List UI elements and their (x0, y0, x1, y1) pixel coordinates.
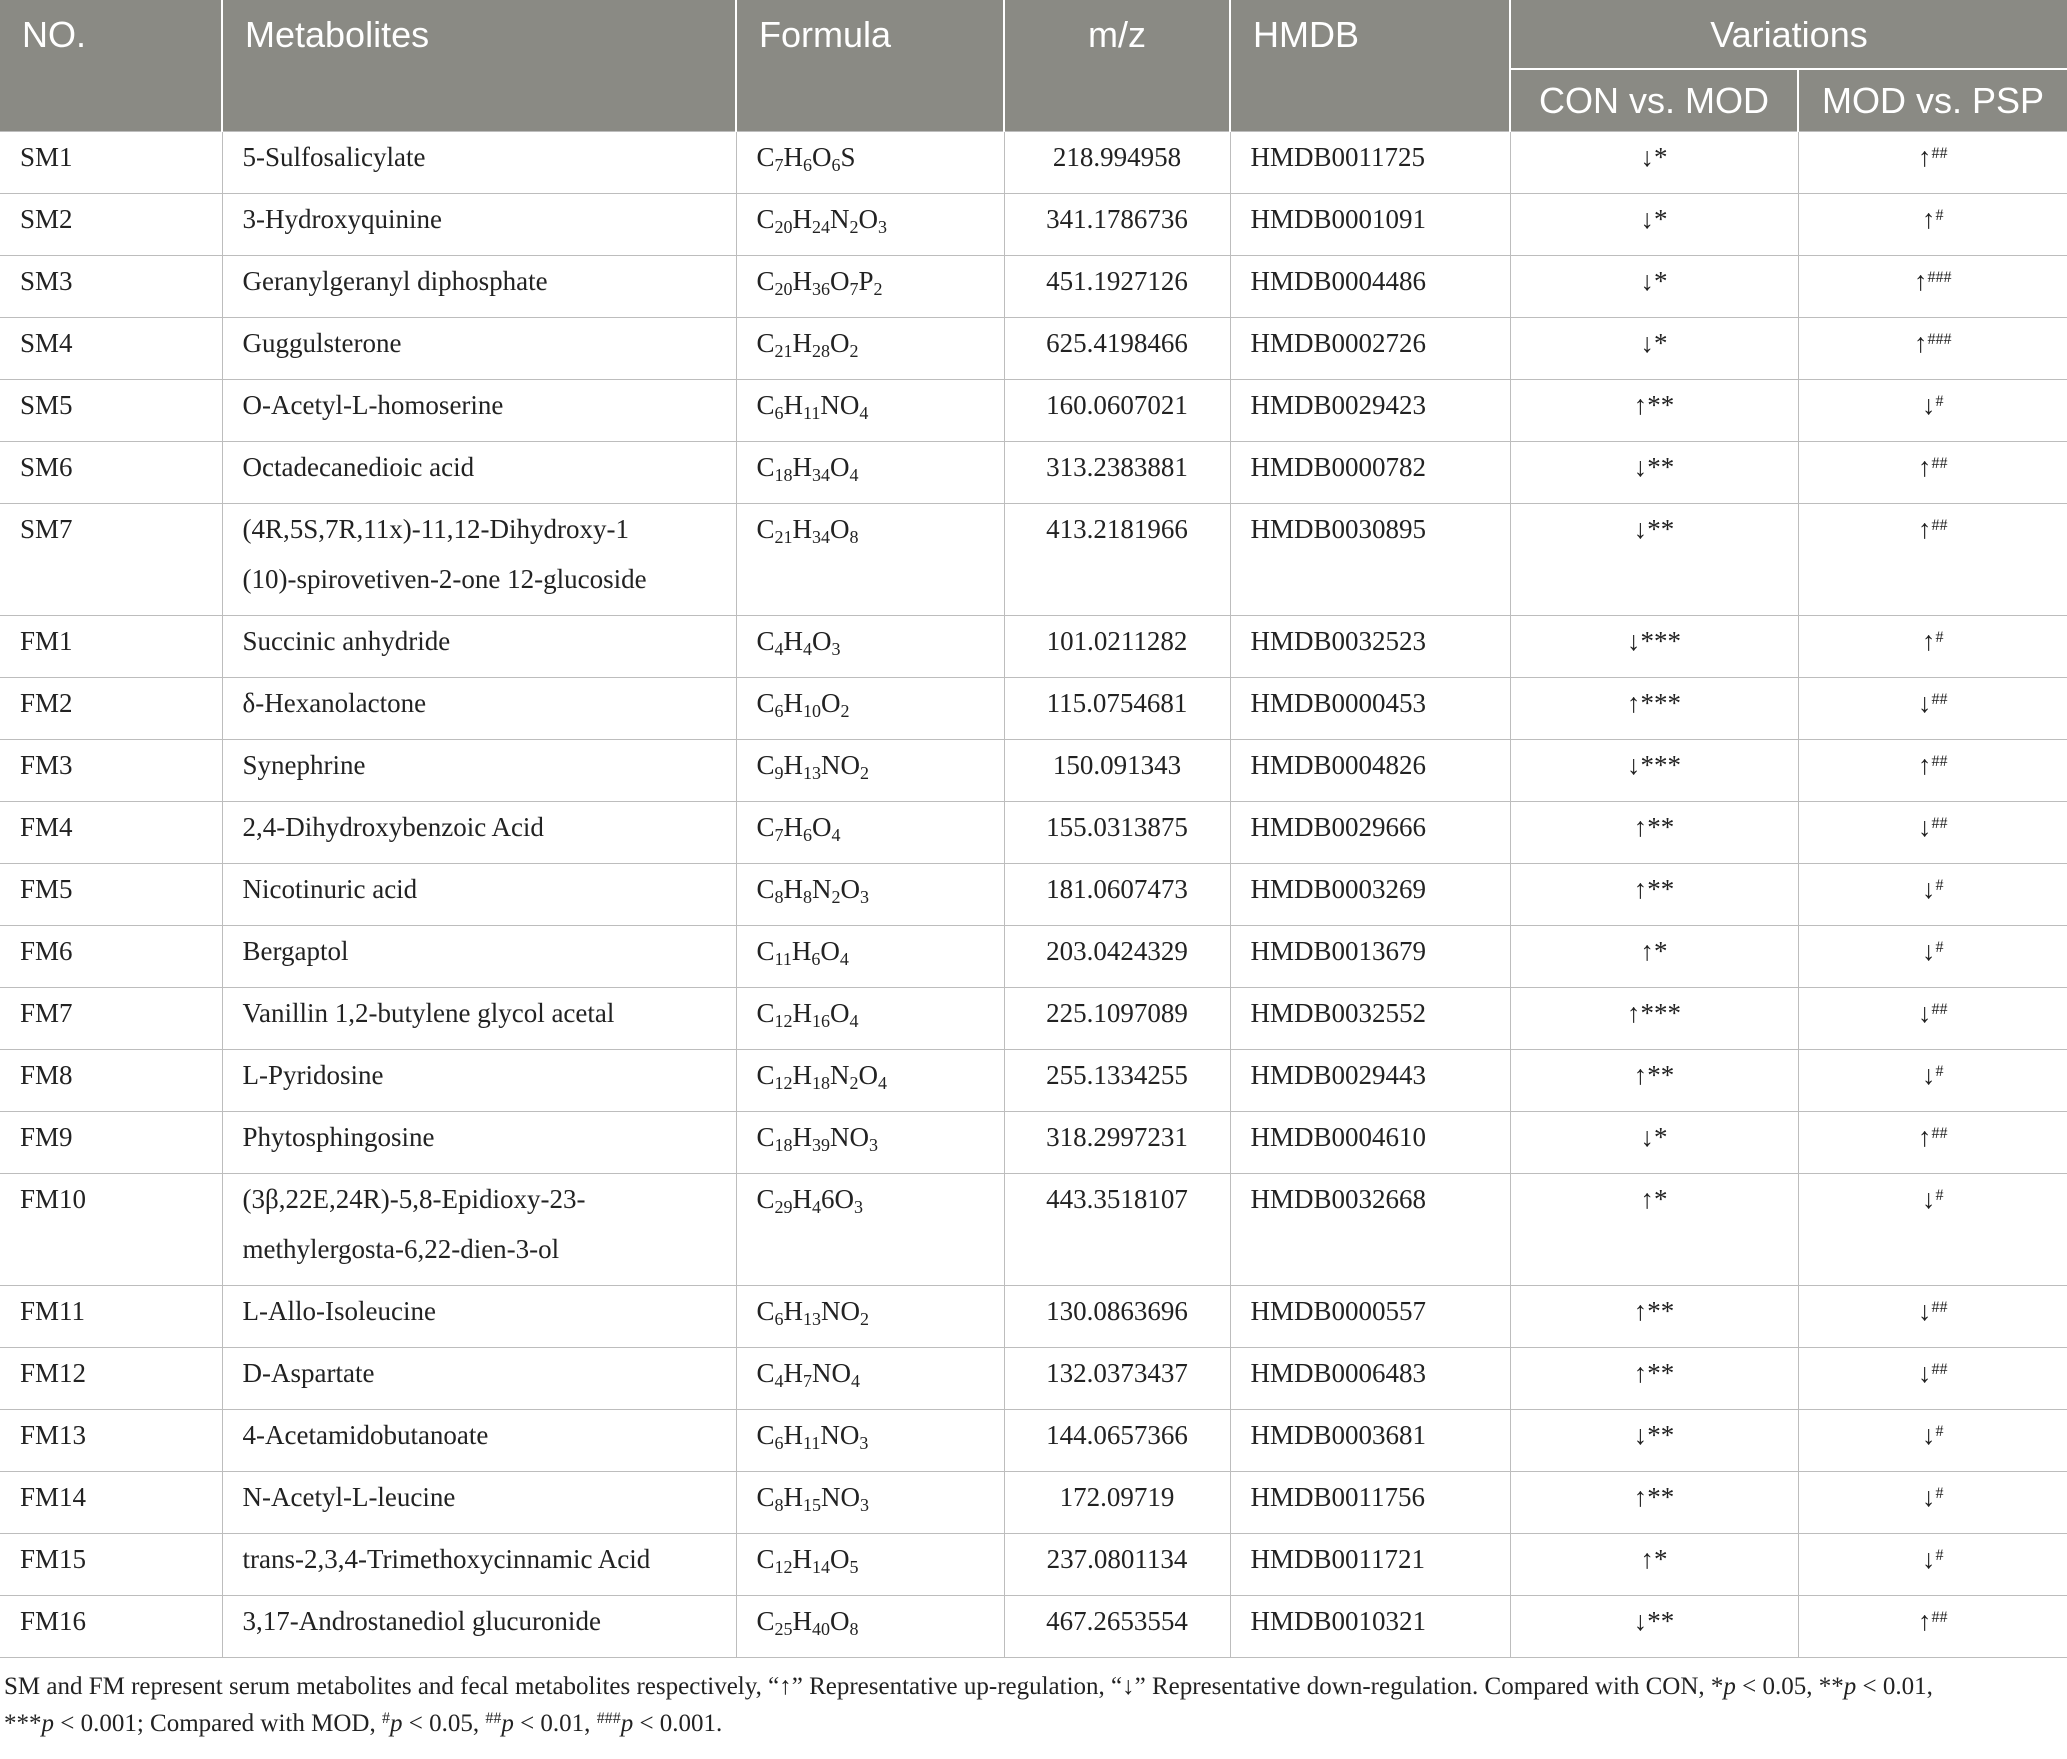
cell-formula: $C_{18}H_{34}O_4$ (736, 442, 1004, 504)
cell-formula: $C_{25}H_{40}O_8$ (736, 1596, 1004, 1658)
cell-metabolite (222, 132, 736, 194)
table-row (0, 678, 2067, 740)
cell-metabolite (222, 1534, 736, 1596)
cell-no: FM11 (0, 1286, 222, 1348)
cell-formula: $C_8H_8N_2O_3$ (736, 864, 1004, 926)
table-row (0, 1348, 2067, 1410)
table-row (0, 132, 2067, 194)
metabolite-name: 2,4-Dihydroxybenzoic Acid (242, 812, 544, 842)
table-row (0, 988, 2067, 1050)
cell-formula: $C_9H_{13}NO_2$ (736, 740, 1004, 802)
metabolite-name: Geranylgeranyl diphosphate (242, 266, 548, 296)
cell-hmdb: HMDB0010321 (1230, 1596, 1510, 1658)
cell-mod-vs-psp: ↓# (1798, 1174, 2067, 1286)
table-row (0, 1112, 2067, 1174)
cell-metabolite (222, 1050, 736, 1112)
metabolite-name: L-Pyridosine (242, 1060, 384, 1090)
metabolite-name: 3-Hydroxyquinine (242, 204, 442, 234)
cell-mz: 443.3518107 (1004, 1174, 1230, 1286)
cell-metabolite (222, 1596, 736, 1658)
cell-con-vs-mod: ↑** (1510, 1348, 1798, 1410)
table-row (0, 1410, 2067, 1472)
metabolite-name: N-Acetyl-L-leucine (242, 1482, 456, 1512)
cell-con-vs-mod: ↑** (1510, 1050, 1798, 1112)
header-mod-vs-psp: MOD vs. PSP (1798, 69, 2067, 132)
cell-mz: 130.0863696 (1004, 1286, 1230, 1348)
cell-mod-vs-psp: ↑## (1798, 1112, 2067, 1174)
metabolite-name: trans-2,3,4-Trimethoxycinnamic Acid (242, 1544, 651, 1574)
header-formula: Formula (736, 0, 1004, 132)
cell-no: FM15 (0, 1534, 222, 1596)
metabolite-name: Succinic anhydride (242, 626, 451, 656)
cell-mz: 144.0657366 (1004, 1410, 1230, 1472)
cell-mod-vs-psp: ↓# (1798, 380, 2067, 442)
cell-metabolite (222, 802, 736, 864)
cell-no: SM6 (0, 442, 222, 504)
table-row (0, 504, 2067, 616)
table-row (0, 740, 2067, 802)
cell-mz: 101.0211282 (1004, 616, 1230, 678)
cell-mod-vs-psp: ↑## (1798, 442, 2067, 504)
cell-hmdb: HMDB0000557 (1230, 1286, 1510, 1348)
cell-mz: 255.1334255 (1004, 1050, 1230, 1112)
cell-hmdb: HMDB0003269 (1230, 864, 1510, 926)
cell-mod-vs-psp: ↓# (1798, 1050, 2067, 1112)
table-row (0, 256, 2067, 318)
cell-hmdb: HMDB0011756 (1230, 1472, 1510, 1534)
cell-mod-vs-psp: ↓## (1798, 802, 2067, 864)
cell-formula: $C_{29}H_46O_3$ (736, 1174, 1004, 1286)
cell-metabolite (222, 988, 736, 1050)
cell-metabolite (222, 1410, 736, 1472)
cell-no: SM2 (0, 194, 222, 256)
cell-mod-vs-psp: ↓# (1798, 1410, 2067, 1472)
table-row (0, 442, 2067, 504)
cell-mz: 625.4198466 (1004, 318, 1230, 380)
cell-formula: $C_4H_7NO_4$ (736, 1348, 1004, 1410)
cell-con-vs-mod: ↑* (1510, 1534, 1798, 1596)
cell-mod-vs-psp: ↓# (1798, 926, 2067, 988)
table-row (0, 318, 2067, 380)
cell-mz: 172.09719 (1004, 1472, 1230, 1534)
cell-hmdb: HMDB0029423 (1230, 380, 1510, 442)
table-row (0, 1174, 2067, 1286)
cell-formula: $C_{12}H_{14}O_5$ (736, 1534, 1004, 1596)
cell-metabolite (222, 442, 736, 504)
cell-hmdb: HMDB0003681 (1230, 1410, 1510, 1472)
cell-con-vs-mod: ↓* (1510, 256, 1798, 318)
cell-no: SM5 (0, 380, 222, 442)
metabolite-name: Octadecanedioic acid (242, 452, 475, 482)
cell-metabolite (222, 380, 736, 442)
cell-metabolite (222, 1174, 736, 1286)
table-row (0, 616, 2067, 678)
cell-no: FM7 (0, 988, 222, 1050)
cell-con-vs-mod: ↓* (1510, 318, 1798, 380)
cell-metabolite (222, 1286, 736, 1348)
cell-mz: 160.0607021 (1004, 380, 1230, 442)
cell-metabolite (222, 1112, 736, 1174)
metabolite-name: L-Allo-Isoleucine (242, 1296, 436, 1326)
cell-no: FM9 (0, 1112, 222, 1174)
metabolite-name: Vanillin 1,2-butylene glycol acetal (242, 998, 615, 1028)
metabolite-name: (4R,5S,7R,11x)-11,12-Dihydroxy-1 (242, 514, 629, 544)
cell-formula: $C_6H_{10}O_2$ (736, 678, 1004, 740)
cell-metabolite (222, 864, 736, 926)
cell-formula: $C_{18}H_{39}NO_3$ (736, 1112, 1004, 1174)
metabolite-name: δ-Hexanolactone (242, 688, 427, 718)
table-row (0, 864, 2067, 926)
cell-metabolite (222, 616, 736, 678)
cell-con-vs-mod: ↑** (1510, 802, 1798, 864)
cell-mz: 237.0801134 (1004, 1534, 1230, 1596)
cell-mz: 313.2383881 (1004, 442, 1230, 504)
cell-mz: 155.0313875 (1004, 802, 1230, 864)
cell-formula: $C_8H_{15}NO_3$ (736, 1472, 1004, 1534)
table-body (0, 132, 2067, 1658)
cell-mod-vs-psp: ↓## (1798, 1348, 2067, 1410)
cell-con-vs-mod: ↑** (1510, 1472, 1798, 1534)
table-row (0, 1050, 2067, 1112)
cell-mod-vs-psp: ↑# (1798, 616, 2067, 678)
header-con-vs-mod: CON vs. MOD (1510, 69, 1798, 132)
cell-mod-vs-psp: ↑### (1798, 256, 2067, 318)
cell-mod-vs-psp: ↓# (1798, 864, 2067, 926)
cell-formula: $C_4H_4O_3$ (736, 616, 1004, 678)
cell-hmdb: HMDB0032552 (1230, 988, 1510, 1050)
metabolite-name: Phytosphingosine (242, 1122, 435, 1152)
cell-mz: 181.0607473 (1004, 864, 1230, 926)
cell-metabolite (222, 504, 736, 616)
cell-hmdb: HMDB0006483 (1230, 1348, 1510, 1410)
table-row (0, 1596, 2067, 1658)
cell-metabolite (222, 926, 736, 988)
cell-metabolite (222, 678, 736, 740)
metabolite-name-line2: (10)-spirovetiven-2-one 12-glucoside (242, 564, 647, 594)
metabolite-name: (3β,22E,24R)-5,8-Epidioxy-23- (242, 1184, 586, 1214)
cell-mod-vs-psp: ↑## (1798, 740, 2067, 802)
cell-hmdb: HMDB0029666 (1230, 802, 1510, 864)
metabolite-name: 4-Acetamidobutanoate (242, 1420, 489, 1450)
cell-mz: 451.1927126 (1004, 256, 1230, 318)
cell-no: SM4 (0, 318, 222, 380)
cell-formula: $C_{20}H_{36}O_7P_2$ (736, 256, 1004, 318)
cell-hmdb: HMDB0000453 (1230, 678, 1510, 740)
cell-formula: $C_6H_{13}NO_2$ (736, 1286, 1004, 1348)
cell-mod-vs-psp: ↑## (1798, 132, 2067, 194)
cell-hmdb: HMDB0000782 (1230, 442, 1510, 504)
cell-mz: 225.1097089 (1004, 988, 1230, 1050)
metabolite-name: Bergaptol (242, 936, 349, 966)
cell-mz: 132.0373437 (1004, 1348, 1230, 1410)
cell-con-vs-mod: ↓** (1510, 504, 1798, 616)
cell-con-vs-mod: ↑** (1510, 380, 1798, 442)
cell-no: FM13 (0, 1410, 222, 1472)
cell-formula: $C_{21}H_{34}O_8$ (736, 504, 1004, 616)
cell-con-vs-mod: ↓** (1510, 1410, 1798, 1472)
table-row (0, 926, 2067, 988)
cell-no: FM16 (0, 1596, 222, 1658)
cell-hmdb: HMDB0001091 (1230, 194, 1510, 256)
cell-con-vs-mod: ↑** (1510, 1286, 1798, 1348)
metabolite-name: D-Aspartate (242, 1358, 375, 1388)
header-no: NO. (0, 0, 222, 132)
cell-con-vs-mod: ↓** (1510, 442, 1798, 504)
cell-con-vs-mod: ↓*** (1510, 616, 1798, 678)
table-row (0, 1286, 2067, 1348)
cell-no: FM12 (0, 1348, 222, 1410)
cell-mz: 203.0424329 (1004, 926, 1230, 988)
cell-formula: $C_{21}H_{28}O_2$ (736, 318, 1004, 380)
table-row (0, 380, 2067, 442)
cell-mod-vs-psp: ↑### (1798, 318, 2067, 380)
metabolite-name: 3,17-Androstanediol glucuronide (242, 1606, 601, 1636)
cell-con-vs-mod: ↑*** (1510, 678, 1798, 740)
header-metabolites: Metabolites (222, 0, 736, 132)
cell-metabolite (222, 194, 736, 256)
cell-no: FM10 (0, 1174, 222, 1286)
cell-con-vs-mod: ↑*** (1510, 988, 1798, 1050)
header-variations: Variations (1510, 0, 2067, 69)
cell-no: FM5 (0, 864, 222, 926)
cell-no: FM2 (0, 678, 222, 740)
cell-con-vs-mod: ↑** (1510, 864, 1798, 926)
cell-con-vs-mod: ↑* (1510, 926, 1798, 988)
cell-hmdb: HMDB0011725 (1230, 132, 1510, 194)
cell-formula: $C_6H_{11}NO_3$ (736, 1410, 1004, 1472)
metabolite-name: Nicotinuric acid (242, 874, 418, 904)
cell-no: SM1 (0, 132, 222, 194)
cell-formula: $C_{12}H_{18}N_2O_4$ (736, 1050, 1004, 1112)
cell-hmdb: HMDB0032523 (1230, 616, 1510, 678)
cell-con-vs-mod: ↓*** (1510, 740, 1798, 802)
cell-no: FM8 (0, 1050, 222, 1112)
cell-hmdb: HMDB0002726 (1230, 318, 1510, 380)
table-footnote: SM and FM represent serum metabolites and fecal metabolites respectively, “↑” Representative up-regulation, “↓” Representative down-regulation. Compared with CON, *p < 0.05, **p < 0.01, ***p < 0.001; Compared with MOD, #p < 0.05, ##p < 0.01, ###p < 0.001. (4, 1673, 1933, 1737)
cell-no: SM3 (0, 256, 222, 318)
cell-mz: 467.2653554 (1004, 1596, 1230, 1658)
cell-no: FM14 (0, 1472, 222, 1534)
cell-hmdb: HMDB0011721 (1230, 1534, 1510, 1596)
metabolite-name: Synephrine (242, 750, 366, 780)
cell-hmdb: HMDB0030895 (1230, 504, 1510, 616)
cell-formula: $C_7H_6O_6S$ (736, 132, 1004, 194)
cell-mod-vs-psp: ↓# (1798, 1472, 2067, 1534)
cell-formula: $C_6H_{11}NO_4$ (736, 380, 1004, 442)
header-mz: m/z (1004, 0, 1230, 132)
cell-hmdb: HMDB0004826 (1230, 740, 1510, 802)
cell-formula: $C_{12}H_{16}O_4$ (736, 988, 1004, 1050)
metabolite-name: O-Acetyl-L-homoserine (242, 390, 504, 420)
cell-metabolite (222, 256, 736, 318)
cell-mz: 413.2181966 (1004, 504, 1230, 616)
cell-formula: $C_{11}H_6O_4$ (736, 926, 1004, 988)
table-row (0, 1472, 2067, 1534)
cell-hmdb: HMDB0013679 (1230, 926, 1510, 988)
cell-metabolite (222, 740, 736, 802)
cell-con-vs-mod: ↓** (1510, 1596, 1798, 1658)
cell-mz: 150.091343 (1004, 740, 1230, 802)
cell-con-vs-mod: ↓* (1510, 132, 1798, 194)
table-row (0, 194, 2067, 256)
cell-mod-vs-psp: ↓## (1798, 678, 2067, 740)
cell-formula: $C_{20}H_{24}N_2O_3$ (736, 194, 1004, 256)
cell-no: FM3 (0, 740, 222, 802)
cell-metabolite (222, 1472, 736, 1534)
cell-mod-vs-psp: ↓## (1798, 1286, 2067, 1348)
cell-formula: $C_7H_6O_4$ (736, 802, 1004, 864)
cell-mz: 115.0754681 (1004, 678, 1230, 740)
metabolite-name-line2: methylergosta-6,22-dien-3-ol (242, 1234, 560, 1264)
cell-mod-vs-psp: ↑## (1798, 504, 2067, 616)
cell-mod-vs-psp: ↑# (1798, 194, 2067, 256)
cell-hmdb: HMDB0029443 (1230, 1050, 1510, 1112)
cell-mz: 318.2997231 (1004, 1112, 1230, 1174)
metabolite-name: Guggulsterone (242, 328, 402, 358)
cell-metabolite (222, 318, 736, 380)
cell-con-vs-mod: ↓* (1510, 194, 1798, 256)
cell-mod-vs-psp: ↓# (1798, 1534, 2067, 1596)
cell-mz: 341.1786736 (1004, 194, 1230, 256)
cell-hmdb: HMDB0004610 (1230, 1112, 1510, 1174)
cell-no: FM4 (0, 802, 222, 864)
header-hmdb: HMDB (1230, 0, 1510, 132)
cell-con-vs-mod: ↓* (1510, 1112, 1798, 1174)
cell-mod-vs-psp: ↑## (1798, 1596, 2067, 1658)
cell-mod-vs-psp: ↓## (1798, 988, 2067, 1050)
cell-con-vs-mod: ↑* (1510, 1174, 1798, 1286)
cell-metabolite (222, 1348, 736, 1410)
cell-hmdb: HMDB0004486 (1230, 256, 1510, 318)
cell-no: FM1 (0, 616, 222, 678)
metabolite-name: 5-Sulfosalicylate (242, 142, 426, 172)
cell-no: SM7 (0, 504, 222, 616)
table-row (0, 1534, 2067, 1596)
cell-hmdb: HMDB0032668 (1230, 1174, 1510, 1286)
cell-no: FM6 (0, 926, 222, 988)
table-row (0, 802, 2067, 864)
cell-mz: 218.994958 (1004, 132, 1230, 194)
